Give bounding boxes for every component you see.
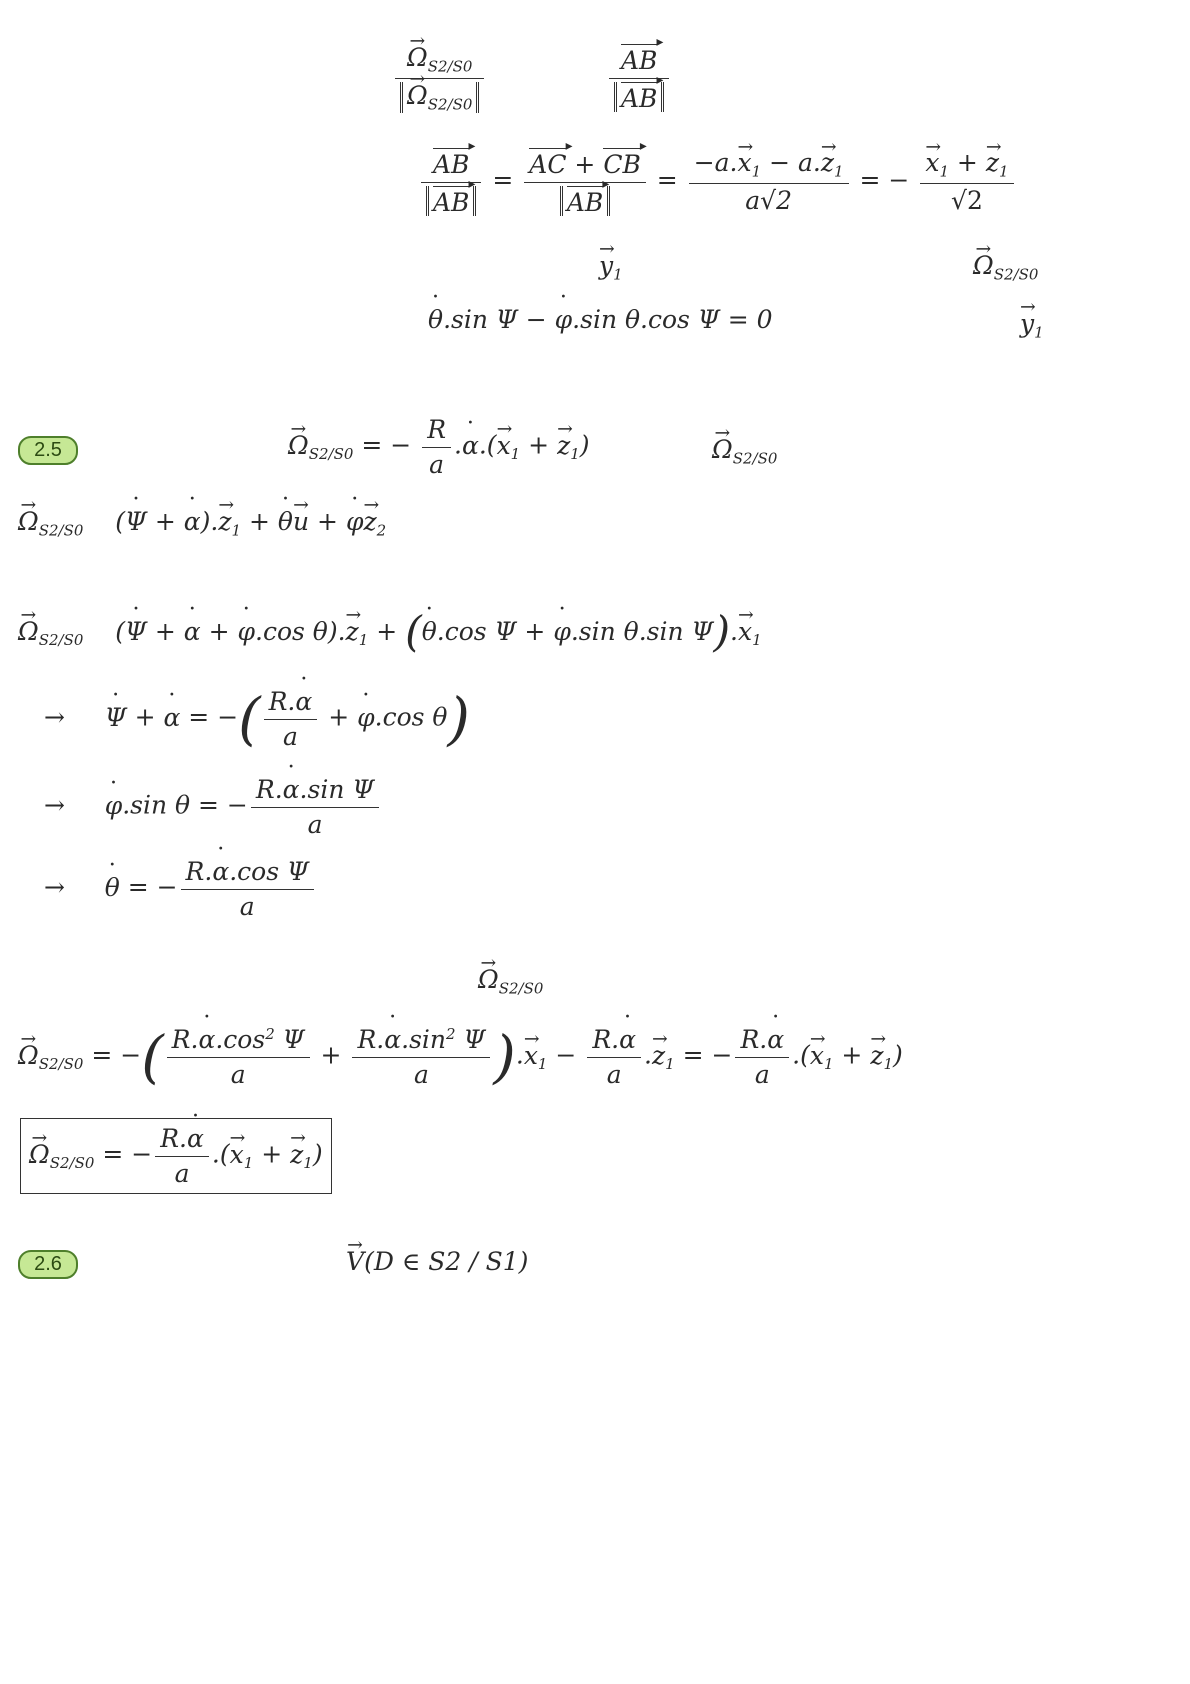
- fraction: → $\frac{x_1 + \to z_1}{√2}$: [920, 149, 1013, 214]
- omega-vector: → Ω: [288, 432, 309, 460]
- fraction: $\frac{AC ▸ + CB ▸}{AB}$ ▸: [524, 148, 646, 216]
- text: − a.: [761, 148, 821, 178]
- omega-expanded-line: → $\Omega_{S2/S0}$ = −( $\frac{R.˙ \alpha.\cos^2 \Psi}{a}$ + $\frac{R.˙ \alpha.\sin^2 \Psi}{a}$ ).→ $x_1$ − $\frac{R.˙ \alpha}{a}$ .→ $z_1$ = − $\frac{R.˙ \alpha}{a}$ .(→ $x_1$ + → $z_1$): [18, 1026, 903, 1088]
- norm: [560, 186, 610, 217]
- subscript: S2/S0: [498, 979, 544, 998]
- omega-vector: → Ω: [478, 966, 499, 994]
- fraction: $\frac{R}{a}$: [422, 416, 451, 478]
- subscript: S2/S0: [732, 449, 778, 468]
- norm: [614, 82, 664, 113]
- implication-3: → ˙ θ = − $\frac{\text{R.˙ α.cos Ψ}}{a}$: [44, 858, 317, 920]
- text: .sin θ.cos Ψ = 0: [572, 305, 773, 334]
- text: −a.: [693, 148, 738, 178]
- sub: 1: [613, 265, 623, 284]
- sub: 1: [1034, 323, 1044, 342]
- badge-2-6: 2.6: [18, 1250, 78, 1279]
- sub: 1: [999, 162, 1009, 181]
- badge-2-5: 2.5: [18, 436, 78, 465]
- denominator: a√2: [745, 186, 792, 216]
- subscript: S2/S0: [993, 265, 1039, 284]
- theta-dot: ˙ θ: [428, 306, 443, 334]
- ab-unit-equation: $\frac{AB ▸}{AB}$ ▸ = $\frac{AC ▸ + CB ▸}{AB}$ ▸ = $\frac{-a.\to x_1 - a.\to z_1}{a√2}$ = − → $\frac{x_1 + \to z_1}{√2}$: [418, 148, 1017, 216]
- subscript: S2/S0: [38, 521, 84, 540]
- text: .sin Ψ −: [443, 305, 555, 334]
- velocity-expression: [346, 1248, 528, 1276]
- velocity-args: (D ∈ S2 / S1): [364, 1247, 529, 1276]
- fraction: [395, 44, 484, 113]
- z-vector: → z: [986, 149, 999, 177]
- norm: [400, 82, 479, 113]
- x-vector: → x: [925, 149, 939, 177]
- subscript: S2/S0: [38, 631, 84, 649]
- fraction: [609, 44, 669, 112]
- norm: [426, 186, 476, 217]
- fraction: [421, 148, 481, 216]
- vector-cb: CB ▸: [603, 148, 641, 179]
- fraction: [689, 149, 849, 214]
- sub: 1: [751, 162, 762, 181]
- implication-2: → ˙ φ.sin θ = − $\frac{\text{R.˙ α.sin Ψ}}{a}$: [44, 776, 382, 838]
- y1-vector-right: [1020, 310, 1044, 341]
- vector-ab: AB ▸: [567, 186, 603, 217]
- subscript: S2/S0: [427, 95, 473, 113]
- omega-vector: → Ω: [18, 508, 39, 536]
- x-vector: → x: [738, 149, 752, 177]
- omega-centered: [478, 966, 543, 997]
- y-vector: → y: [599, 252, 613, 280]
- subscript: S2/S0: [308, 444, 354, 463]
- omega-sum-line: → $\Omega_{S2/S0}$ (˙ Ψ + ˙ $\alpha).\to z_1$ + ˙ θ→ u + ˙ $\varphi\to z_2$: [18, 508, 386, 539]
- omega-result-header: → $\Omega_{S2/S0}$ = − $\frac{R}{a}$ .˙ $\alpha.(\to x_1$ + → $z_1$): [288, 416, 590, 478]
- omega-vector: → Ω: [712, 436, 733, 464]
- omega-vector: → Ω: [18, 618, 39, 646]
- sub: 1: [834, 162, 844, 181]
- vector-ab: AB ▸: [621, 82, 657, 113]
- omega-vector: → Ω: [407, 82, 428, 110]
- vector-ab: AB ▸: [433, 186, 469, 217]
- subscript: S2/S0: [49, 1153, 95, 1172]
- v-vector: → V: [346, 1248, 364, 1276]
- ab-unit-fraction: [606, 44, 672, 112]
- omega-right: [973, 252, 1038, 283]
- y1-vector: [599, 252, 623, 283]
- omega-vector: → Ω: [18, 1042, 39, 1070]
- boxed-result: → $\Omega_{S2/S0}$ = − $\frac{R.˙ \alpha}{a}$ .(→ $x_1$ + → $z_1$): [20, 1118, 332, 1194]
- vector-ab: AB ▸: [621, 44, 657, 75]
- constraint-equation: [428, 306, 773, 334]
- omega-projected-line: → $\Omega_{S2/S0}$ (˙ Ψ + ˙ α + ˙ φ.cos $\theta).\to z_1$ + (˙ θ.cos Ψ + ˙ φ.sin θ.sin $\Psi).\to x_1$: [18, 612, 762, 655]
- implication-1: → ˙ Ψ + ˙ α = −( $\frac{R.˙ \alpha}{a}$ + ˙ φ.cos θ): [44, 688, 470, 750]
- subscript: S2/S0: [38, 1054, 84, 1073]
- vector-ab: AB ▸: [433, 148, 469, 179]
- subscript: S2/S0: [427, 57, 473, 76]
- phi-dot: ˙ φ: [555, 306, 573, 334]
- omega-vector: → Ω: [29, 1141, 50, 1169]
- y-vector: → y: [1020, 310, 1034, 338]
- sub: 1: [939, 162, 949, 181]
- omega-vector: → Ω: [407, 44, 428, 72]
- omega-right-2: [712, 436, 777, 467]
- omega-unit-fraction: [392, 44, 487, 113]
- omega-vector: → Ω: [973, 252, 994, 280]
- z-vector: → z: [821, 149, 834, 177]
- denominator: √2: [951, 186, 983, 216]
- vector-ac: AC ▸: [529, 148, 566, 179]
